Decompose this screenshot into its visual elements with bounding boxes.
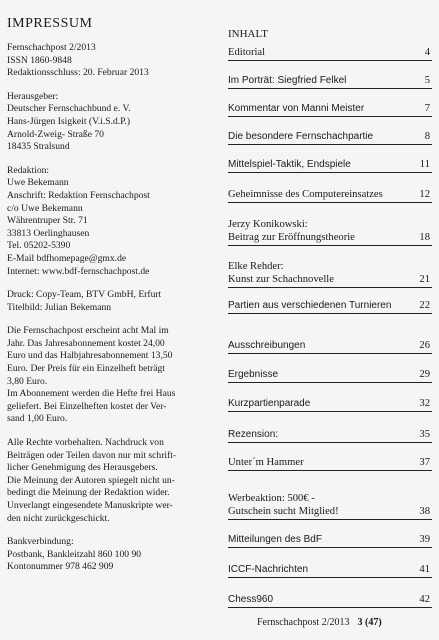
text-line: Alle Rechte vorbehalten. Nachdruck von	[7, 437, 164, 449]
toc-entry-page: 41	[419, 564, 430, 575]
toc-entry-page: 21	[419, 274, 430, 285]
toc-entry	[228, 389, 432, 412]
text-line: Postbank, Bankleitzahl 860 100 90	[7, 548, 142, 560]
toc-entry-title: Editorial	[228, 47, 266, 58]
toc-entry-title: Geheimnisse des Computereinsatzes	[228, 189, 383, 200]
toc-entry-page: 39	[419, 534, 430, 545]
toc-entry-page: 7	[424, 103, 430, 114]
toc-entry	[228, 150, 432, 173]
text-line: Euro. Der Preis für ein Einzelheft beträgt	[7, 363, 165, 375]
text-line: Die Meinung der Autoren spiegelt nicht un-	[7, 474, 175, 486]
issue-info	[7, 42, 213, 80]
toc-entry-title: Ergebnisse	[228, 369, 279, 380]
text-line: Hans-Jürgen Isigkeit (V.i.S.d.P.)	[7, 115, 131, 127]
text-line: ISSN 1860-9848	[7, 54, 72, 66]
text-line: Die Fernschachpost erscheint acht Mal im	[7, 325, 169, 337]
text-line: Redaktionsschluss: 20. Februar 2013	[7, 67, 149, 79]
text-line: Uwe Bekemann	[7, 177, 69, 189]
text-line: sand 1,00 Euro.	[7, 413, 68, 425]
toc-entry-title: Elke Rehder:	[228, 261, 284, 272]
text-line: Euro und das Halbjahresabonnement 13,50	[7, 350, 173, 362]
text-line: Kontonummer 978 462 909	[7, 561, 114, 573]
toc-entry-title: Kommentar von Manni Meister	[228, 103, 365, 114]
rights-info	[7, 437, 213, 525]
text-line: Titelbild: Julian Bekemann	[7, 301, 112, 313]
toc-entry-title: Gutschein sucht Mitglied!	[228, 506, 339, 517]
toc-entry-page: 38	[419, 506, 430, 517]
toc-entry-page: 26	[419, 340, 430, 351]
bank-info	[7, 536, 213, 574]
editor-info	[7, 165, 213, 278]
toc-entry	[228, 66, 432, 89]
toc-entry-page: 32	[419, 398, 430, 409]
text-line: 18435 Stralsund	[7, 141, 70, 153]
footer-page-number: 3 (47)	[357, 617, 382, 628]
toc-entry	[228, 251, 432, 288]
toc-entry	[228, 448, 432, 471]
text-line: Unverlangt eingesendete Manuskripte wer-	[7, 500, 173, 511]
toc-entry	[228, 525, 432, 548]
toc-entry-title: Rezension:	[228, 429, 279, 440]
toc-entry-page: 18	[419, 232, 430, 243]
text-line: bedingt die Meinung der Redaktion wider.	[7, 487, 170, 499]
text-line: E-Mail bdfhomepage@gmx.de	[7, 252, 127, 264]
toc-entry-title: Werbeaktion: 500€ -	[228, 493, 315, 504]
toc-entry-title: Beitrag zur Eröffnungstheorie	[228, 232, 355, 243]
text-line: den nicht zurückgeschickt.	[7, 512, 110, 524]
toc-entry-page: 8	[424, 131, 430, 142]
toc-entry	[228, 360, 432, 383]
text-line: Redaktion:	[7, 164, 50, 176]
print-info	[7, 289, 213, 314]
toc-entry-title: Jerzy Konikowski:	[228, 219, 308, 230]
text-line: 33813 Oerlinghausen	[7, 227, 90, 239]
toc-entry-page: 11	[419, 159, 430, 170]
table-of-contents	[228, 28, 432, 605]
toc-entry-title: Partien aus verschiedenen Turnieren	[228, 300, 392, 311]
text-line: Bankverbindung:	[7, 536, 74, 548]
subscription-info	[7, 325, 213, 426]
page-footer	[257, 617, 382, 628]
toc-entry-page: 5	[424, 75, 430, 86]
toc-entry-page: 29	[419, 369, 430, 380]
toc-entry-title: ICCF-Nachrichten	[228, 564, 309, 575]
toc-entry-title: Chess960	[228, 594, 274, 605]
toc-entry-title: Unter´m Hammer	[228, 457, 304, 468]
toc-entry	[228, 555, 432, 578]
text-line: Tel. 05202-5390	[7, 240, 71, 252]
text-line: Im Abonnement werden die Hefte frei Haus	[7, 388, 176, 400]
toc-entry-title: Mitteilungen des BdF	[228, 534, 322, 545]
text-line: Fernschachpost 2/2013	[7, 42, 96, 53]
toc-entry-page: 37	[419, 457, 430, 468]
text-line: Währentruper Str. 71	[7, 215, 88, 227]
toc-entry-page: 4	[424, 47, 430, 58]
text-line: Internet: www.bdf-fernschachpost.de	[7, 265, 150, 277]
toc-entry-page: 22	[419, 300, 430, 311]
toc-entry	[228, 483, 432, 520]
toc-entry-page: 42	[419, 594, 430, 605]
toc-entry-title: Kunst zur Schachnovelle	[228, 274, 334, 285]
text-line: Druck: Copy-Team, BTV GmbH, Erfurt	[7, 289, 162, 301]
footer-magazine: Fernschachpost 2/2013	[257, 617, 350, 628]
toc-entry	[228, 291, 432, 314]
publisher-info	[7, 91, 213, 154]
text-line: Deutscher Fernschachbund e. V.	[7, 103, 131, 115]
toc-entry-title: Ausschreibungen	[228, 340, 306, 351]
text-line: Beiträgen oder Teilen davon nur mit schrift-	[7, 449, 177, 461]
toc-entry-page: 35	[419, 429, 430, 440]
toc-entry	[228, 420, 432, 443]
toc-entry-title: Im Porträt: Siegfried Felkel	[228, 75, 347, 86]
toc-entry-title: Kurzpartienparade	[228, 398, 311, 409]
impressum-title: IMPRESSUM	[7, 16, 93, 31]
text-line: Anschrift: Redaktion Fernschachpost	[7, 189, 150, 201]
toc-entry-page: 12	[419, 189, 430, 200]
toc-entry-title: Mittelspiel-Taktik, Endspiele	[228, 159, 351, 170]
text-line: geliefert. Bei Einzelheften kostet der Ver-	[7, 400, 167, 412]
toc-heading: INHALT	[228, 28, 268, 40]
toc-entry	[228, 94, 432, 117]
toc-entry	[228, 331, 432, 354]
toc-entry	[228, 122, 432, 145]
text-line: Arnold-Zweig- Straße 70	[7, 128, 104, 140]
toc-entry	[228, 180, 432, 203]
impressum-column	[7, 16, 213, 585]
text-line: licher Genehmigung des Herausgebers.	[7, 462, 158, 474]
text-line: Herausgeber:	[7, 90, 59, 102]
toc-entry-title: Die besondere Fernschachpartie	[228, 131, 374, 142]
text-line: 3,80 Euro.	[7, 375, 48, 387]
text-line: Jahr. Das Jahresabonnement kostet 24,00	[7, 337, 165, 349]
toc-entry	[228, 38, 432, 61]
text-line: c/o Uwe Bekemann	[7, 202, 83, 214]
toc-entry	[228, 209, 432, 246]
toc-entry	[228, 585, 432, 608]
